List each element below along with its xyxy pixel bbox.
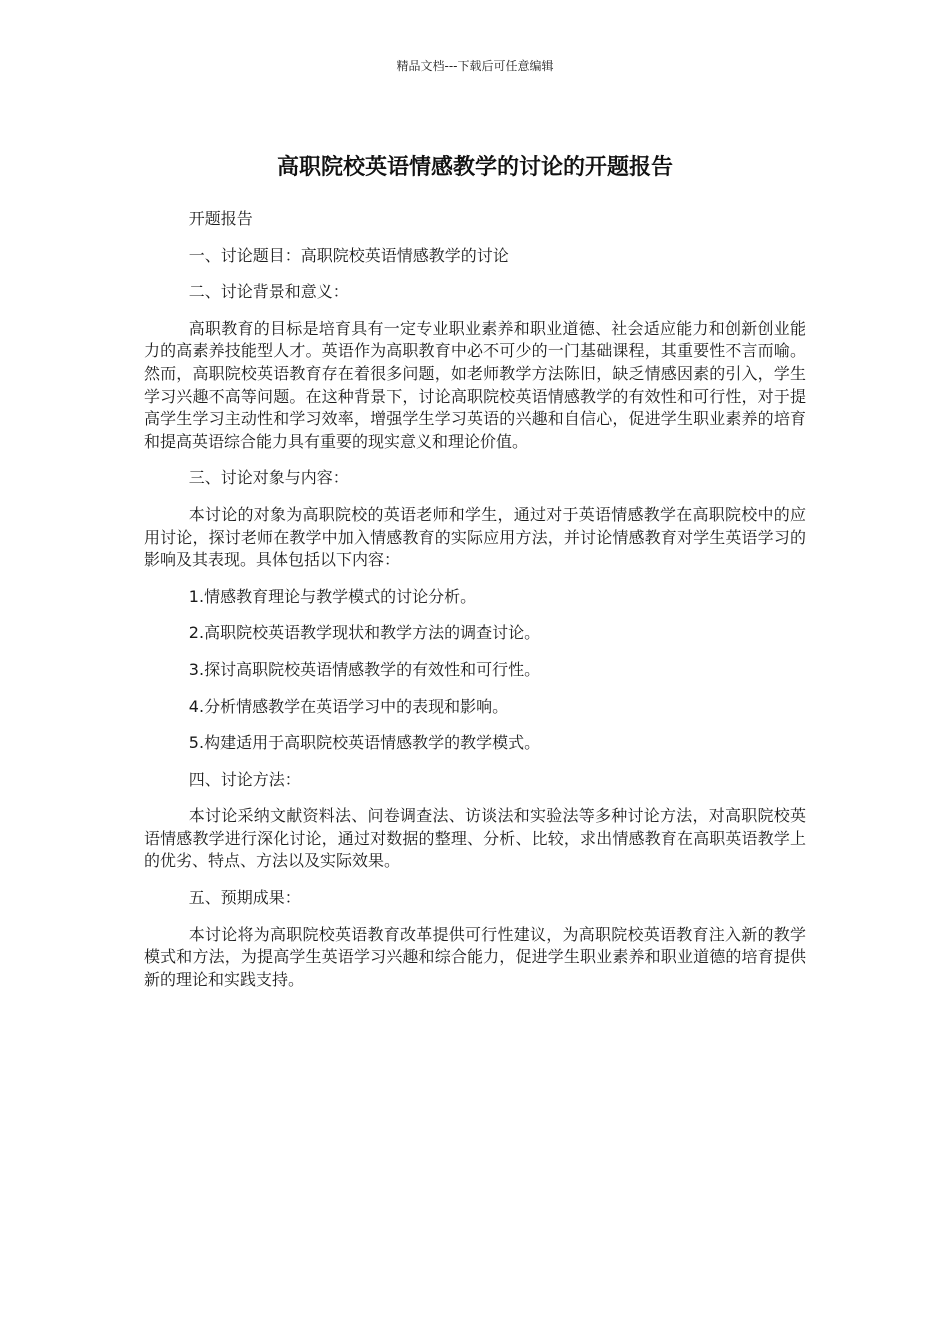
document-title: 高职院校英语情感教学的讨论的开题报告: [276, 154, 673, 180]
section-topic-heading: 一、讨论题目：高职院校英语情感教学的讨论: [188, 245, 509, 265]
section-method-heading: 四、讨论方法：: [188, 769, 301, 789]
results-paragraph: 本讨论将为高职院校英语教育改革提供可行性建议，为高职院校英语教育注入新的教学模式和方法，为提高学生英语学习兴趣和综合能力，促进学生职业素养和职业道德的培育提供新的理论和实践支持。: [144, 924, 806, 989]
page-header: 精品文档---下载后可任意编辑: [396, 59, 554, 73]
subject-paragraph: 本讨论的对象为高职院校的英语老师和学生，通过对于英语情感教学在高职院校中的应用讨论，探讨老师在教学中加入情感教育的实际应用方法，并讨论情感教育对学生英语学习的影响及其表现。具体包括以下内容：: [144, 504, 806, 570]
content-list-item: 1.情感教育理论与教学模式的讨论分析。: [188, 586, 477, 606]
method-paragraph: 本讨论采纳文献资料法、问卷调查法、访谈法和实验法等多种讨论方法，对高职院校英语情感教学进行深化讨论，通过对数据的整理、分析、比较，求出情感教育在高职英语教学上的优劣、特点、方法以及实际效果。: [144, 806, 806, 871]
content-list-item: 4.分析情感教学在英语学习中的表现和影响。: [188, 696, 509, 716]
content-list-item: 3.探讨高职院校英语情感教学的有效性和可行性。: [188, 659, 541, 679]
background-paragraph: 高职教育的目标是培育具有一定专业职业素养和职业道德、社会适应能力和创新创业能力的高素养技能型人才。英语作为高职教育中必不可少的一门基础课程，其重要性不言而喻。然而，高职院校英语教育存在着很多问题，如老师教学方法陈旧，缺乏情感因素的引入，学生学习兴趣不高等问题。在这种背景下，讨论高职院校英语情感教学的有效性和可行性，对于提高学生学习主动性和学习效率，增强学生学习英语的兴趣和自信心，促进学生职业素养的培育和提高英语综合能力具有重要的现实意义和理论价值。: [144, 318, 806, 451]
section-background-heading: 二、讨论背景和意义：: [188, 282, 349, 302]
content-list-item: 5.构建适用于高职院校英语情感教学的教学模式。: [188, 733, 541, 753]
section-subject-heading: 三、讨论对象与内容：: [188, 468, 349, 488]
section-results-heading: 五、预期成果：: [188, 888, 301, 908]
heading-report-label: 开题报告: [188, 209, 253, 228]
content-list-item: 2.高职院校英语教学现状和教学方法的调查讨论。: [188, 623, 541, 643]
document-body: [144, 208, 806, 1005]
